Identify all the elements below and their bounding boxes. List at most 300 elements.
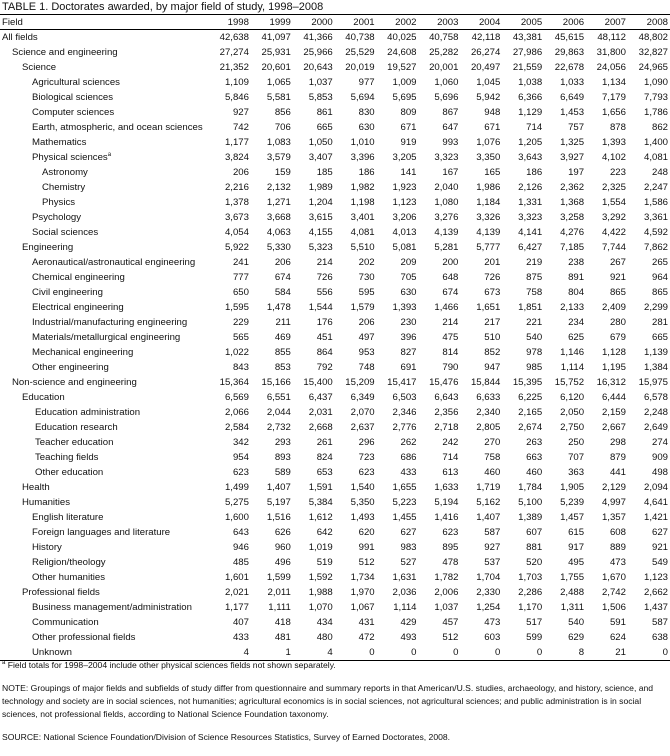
value-cell: 2,011: [267, 587, 291, 598]
value-cell: 15,417: [387, 377, 417, 388]
value-cell: 587: [651, 617, 668, 628]
column-header-field: Field: [0, 15, 209, 30]
value-cell: 221: [526, 317, 543, 328]
value-cell: 4,592: [643, 227, 668, 238]
value-cell: 1,670: [601, 572, 626, 583]
value-cell: 5,350: [350, 497, 375, 508]
value-cell: 608: [609, 527, 626, 538]
value-cell: 855: [274, 347, 291, 358]
field-cell: [0, 525, 209, 540]
field-cell: [0, 585, 209, 600]
value-cell: 878: [609, 122, 626, 133]
value-cell: 234: [568, 317, 585, 328]
table-body: [0, 30, 670, 661]
value-cell: 4: [293, 645, 335, 661]
field-label: Physical sciences: [32, 152, 108, 163]
value-cell: 512: [358, 557, 375, 568]
value-cell: 512: [442, 632, 459, 643]
field-cell: [0, 30, 209, 46]
value-cell: 1,544: [308, 302, 333, 313]
value-cell: 1,734: [350, 572, 375, 583]
value-cell: 953: [358, 347, 375, 358]
table-row: [0, 45, 670, 60]
value-cell: 2,346: [392, 407, 417, 418]
value-cell: 20,019: [345, 62, 375, 73]
value-cell: 1,198: [350, 197, 375, 208]
value-cell: 852: [484, 347, 501, 358]
value-cell: 1,499: [224, 482, 249, 493]
field-cell: [0, 60, 209, 75]
value-cell: 1,134: [601, 77, 626, 88]
field-cell: [0, 555, 209, 570]
value-cell: 1,037: [434, 602, 459, 613]
value-cell: 1,601: [224, 572, 249, 583]
field-cell: [0, 330, 209, 345]
value-cell: 865: [651, 287, 668, 298]
value-cell: 41,097: [261, 32, 291, 43]
value-cell: 861: [316, 107, 333, 118]
column-header-year: 2006: [544, 15, 586, 30]
field-label: Non-science and engineering: [12, 377, 137, 388]
field-label: Unknown: [32, 647, 72, 658]
value-cell: 4: [209, 645, 251, 661]
value-cell: 1,393: [392, 302, 417, 313]
value-cell: 723: [358, 452, 375, 463]
value-cell: 1,090: [643, 77, 668, 88]
value-cell: 433: [232, 632, 249, 643]
value-cell: 429: [400, 617, 417, 628]
value-cell: 6,649: [560, 92, 585, 103]
value-cell: 814: [442, 347, 459, 358]
value-cell: 407: [232, 617, 249, 628]
value-cell: 40,738: [345, 32, 375, 43]
footnote-marker: a: [107, 151, 112, 158]
value-cell: 1,457: [560, 512, 585, 523]
value-cell: 1,466: [434, 302, 459, 313]
value-cell: 671: [400, 122, 417, 133]
value-cell: 1,080: [434, 197, 459, 208]
column-header-year: 2000: [293, 15, 335, 30]
table-title: TABLE 1. Doctorates awarded, by major field of study, 1998–2008: [2, 1, 324, 13]
value-cell: 2,165: [518, 407, 543, 418]
value-cell: 6,427: [518, 242, 543, 253]
value-cell: 1,083: [266, 137, 291, 148]
table-row: [0, 300, 670, 315]
value-cell: 2,129: [601, 482, 626, 493]
value-cell: 214: [316, 257, 333, 268]
table-row: [0, 240, 670, 255]
value-cell: 2,050: [560, 407, 585, 418]
value-cell: 167: [442, 167, 459, 178]
value-cell: 1,325: [560, 137, 585, 148]
value-cell: 948: [484, 107, 501, 118]
value-cell: 919: [400, 137, 417, 148]
value-cell: 25,529: [345, 47, 375, 58]
value-cell: 1,384: [643, 362, 668, 373]
value-cell: 2,668: [308, 422, 333, 433]
value-cell: 627: [651, 527, 668, 538]
value-cell: 270: [484, 437, 501, 448]
value-cell: 1,368: [560, 197, 585, 208]
value-cell: 865: [609, 287, 626, 298]
value-cell: 1,407: [266, 482, 291, 493]
value-cell: 3,579: [266, 152, 291, 163]
value-cell: 261: [316, 437, 333, 448]
field-label: Education administration: [35, 407, 141, 418]
value-cell: 1,378: [224, 197, 249, 208]
value-cell: 42,638: [219, 32, 249, 43]
value-cell: 241: [232, 257, 249, 268]
value-cell: 460: [526, 467, 543, 478]
value-cell: 985: [526, 362, 543, 373]
table-row: [0, 570, 670, 585]
value-cell: 219: [526, 257, 543, 268]
value-cell: 991: [358, 542, 375, 553]
value-cell: 20,001: [429, 62, 459, 73]
value-cell: 473: [609, 557, 626, 568]
value-cell: 1,989: [308, 182, 333, 193]
value-cell: 8: [544, 645, 586, 661]
field-cell: [0, 150, 209, 165]
field-label: Aeronautical/astronautical engineering: [32, 257, 196, 268]
table-row: [0, 135, 670, 150]
value-cell: 3,361: [643, 212, 668, 223]
field-cell: [0, 45, 209, 60]
value-cell: 185: [316, 167, 333, 178]
table-row: [0, 495, 670, 510]
value-cell: 758: [484, 452, 501, 463]
value-cell: 433: [400, 467, 417, 478]
value-cell: 603: [484, 632, 501, 643]
value-cell: 6,437: [308, 392, 333, 403]
value-cell: 565: [232, 332, 249, 343]
field-cell: [0, 420, 209, 435]
value-cell: 15,364: [219, 377, 249, 388]
column-header-year: 1998: [209, 15, 251, 30]
value-cell: 6,503: [392, 392, 417, 403]
value-cell: 1,070: [308, 602, 333, 613]
field-label: Psychology: [32, 212, 82, 223]
value-cell: 5,330: [266, 242, 291, 253]
field-cell: [0, 480, 209, 495]
field-cell: [0, 465, 209, 480]
value-cell: 1,067: [350, 602, 375, 613]
value-cell: 21,352: [219, 62, 249, 73]
field-label: Mathematics: [32, 137, 87, 148]
value-cell: 3,326: [476, 212, 501, 223]
value-cell: 3,350: [476, 152, 501, 163]
value-cell: 296: [358, 437, 375, 448]
value-cell: 3,258: [560, 212, 585, 223]
field-label: Science and engineering: [12, 47, 118, 58]
value-cell: 6,444: [601, 392, 626, 403]
value-cell: 1,109: [224, 77, 249, 88]
value-cell: 650: [232, 287, 249, 298]
field-label: Physics: [42, 197, 76, 208]
value-cell: 5,100: [518, 497, 543, 508]
value-cell: 2,742: [601, 587, 626, 598]
value-cell: 921: [651, 542, 668, 553]
value-cell: 5,696: [434, 92, 459, 103]
table-row: [0, 420, 670, 435]
value-cell: 1,988: [308, 587, 333, 598]
value-cell: 540: [526, 332, 543, 343]
value-cell: 757: [568, 122, 585, 133]
value-cell: 584: [274, 287, 291, 298]
value-cell: 830: [358, 107, 375, 118]
value-cell: 5,695: [392, 92, 417, 103]
field-label: Materials/metallurgical engineering: [32, 332, 181, 343]
value-cell: 864: [316, 347, 333, 358]
value-cell: 663: [526, 452, 543, 463]
value-cell: 5,853: [308, 92, 333, 103]
value-cell: 2,649: [643, 422, 668, 433]
value-cell: 626: [274, 527, 291, 538]
value-cell: 31,800: [596, 47, 626, 58]
value-cell: 1,195: [601, 362, 626, 373]
value-cell: 481: [274, 632, 291, 643]
value-cell: 630: [358, 122, 375, 133]
value-cell: 6,569: [224, 392, 249, 403]
value-cell: 43,381: [512, 32, 543, 43]
value-cell: 15,400: [303, 377, 333, 388]
value-cell: 5,777: [476, 242, 501, 253]
field-label: Civil engineering: [32, 287, 103, 298]
value-cell: 792: [316, 362, 333, 373]
value-cell: 206: [274, 257, 291, 268]
value-cell: 7,862: [643, 242, 668, 253]
value-cell: 1,784: [518, 482, 543, 493]
value-cell: 607: [526, 527, 543, 538]
value-cell: 3,205: [392, 152, 417, 163]
value-cell: 1,437: [643, 602, 668, 613]
value-cell: 15,209: [345, 377, 375, 388]
value-cell: 867: [442, 107, 459, 118]
value-cell: 496: [274, 557, 291, 568]
value-cell: 24,965: [638, 62, 668, 73]
value-cell: 510: [484, 332, 501, 343]
value-cell: 1,146: [560, 347, 585, 358]
value-cell: 630: [400, 287, 417, 298]
value-cell: 2,126: [518, 182, 543, 193]
value-cell: 480: [316, 632, 333, 643]
field-cell: [0, 195, 209, 210]
value-cell: 2,044: [266, 407, 291, 418]
value-cell: 1,655: [392, 482, 417, 493]
value-cell: 1,170: [518, 602, 543, 613]
value-cell: 1,579: [350, 302, 375, 313]
value-cell: 41,366: [303, 32, 333, 43]
field-label: Foreign languages and literature: [32, 527, 171, 538]
table-row: [0, 30, 670, 46]
field-cell: [0, 630, 209, 645]
field-cell: [0, 345, 209, 360]
value-cell: 27,986: [512, 47, 543, 58]
footnote: [2, 659, 666, 672]
value-cell: 3,673: [224, 212, 249, 223]
value-cell: 211: [275, 317, 291, 328]
value-cell: 6,633: [476, 392, 501, 403]
field-cell: [0, 285, 209, 300]
field-label: Biological sciences: [32, 92, 114, 103]
value-cell: 2,070: [350, 407, 375, 418]
value-cell: 665: [316, 122, 333, 133]
value-cell: 679: [609, 332, 626, 343]
value-cell: 3,292: [601, 212, 626, 223]
value-cell: 879: [609, 452, 626, 463]
field-cell: [0, 600, 209, 615]
field-label: Professional fields: [22, 587, 100, 598]
value-cell: 843: [232, 362, 249, 373]
value-cell: 7,179: [601, 92, 626, 103]
table-row: [0, 150, 670, 165]
value-cell: 6,225: [518, 392, 543, 403]
value-cell: 809: [400, 107, 417, 118]
field-label: History: [32, 542, 62, 553]
value-cell: 1,050: [308, 137, 333, 148]
value-cell: 1,123: [643, 572, 668, 583]
value-cell: 4,422: [601, 227, 626, 238]
value-cell: 3,276: [434, 212, 459, 223]
value-cell: 2,584: [224, 422, 249, 433]
value-cell: 1,656: [601, 107, 626, 118]
field-label: Education research: [35, 422, 118, 433]
value-cell: 2,286: [518, 587, 543, 598]
field-cell: [0, 510, 209, 525]
value-cell: 1,114: [560, 362, 585, 373]
field-label: Chemistry: [42, 182, 86, 193]
field-cell: [0, 315, 209, 330]
value-cell: 875: [526, 272, 543, 283]
value-cell: 5,323: [308, 242, 333, 253]
value-cell: 1,177: [224, 602, 249, 613]
value-cell: 964: [651, 272, 668, 283]
table-row: [0, 615, 670, 630]
value-cell: 7,744: [601, 242, 626, 253]
value-cell: 643: [232, 527, 249, 538]
table-notes: [2, 659, 666, 744]
value-cell: 1,421: [643, 512, 668, 523]
field-cell: [0, 270, 209, 285]
value-cell: 214: [442, 317, 459, 328]
value-cell: 599: [526, 632, 543, 643]
value-cell: 2,750: [560, 422, 585, 433]
table-row: [0, 600, 670, 615]
value-cell: 893: [274, 452, 291, 463]
value-cell: 5,162: [476, 497, 501, 508]
table-row: [0, 270, 670, 285]
value-cell: 7,185: [560, 242, 585, 253]
value-cell: 1,204: [308, 197, 333, 208]
table-row: [0, 465, 670, 480]
value-cell: 2,248: [643, 407, 668, 418]
value-cell: 3,396: [350, 152, 375, 163]
value-cell: 2,040: [434, 182, 459, 193]
value-cell: 20,643: [303, 62, 333, 73]
value-cell: 1,033: [560, 77, 585, 88]
value-cell: 895: [442, 542, 459, 553]
field-cell: [0, 495, 209, 510]
value-cell: 671: [484, 122, 501, 133]
value-cell: 24,608: [387, 47, 417, 58]
value-cell: 6,349: [350, 392, 375, 403]
value-cell: 1,019: [308, 542, 333, 553]
value-cell: 186: [358, 167, 375, 178]
value-cell: 6,551: [266, 392, 291, 403]
value-cell: 856: [274, 107, 291, 118]
value-cell: 396: [400, 332, 417, 343]
value-cell: 485: [232, 557, 249, 568]
value-cell: 206: [232, 167, 249, 178]
field-label: English literature: [32, 512, 104, 523]
value-cell: 946: [232, 542, 249, 553]
value-cell: 2,488: [560, 587, 585, 598]
table-row: [0, 345, 670, 360]
value-cell: 1,970: [350, 587, 375, 598]
value-cell: 469: [274, 332, 291, 343]
value-cell: 624: [609, 632, 626, 643]
value-cell: 1,540: [350, 482, 375, 493]
value-cell: 5,281: [434, 242, 459, 253]
value-cell: 159: [274, 167, 291, 178]
value-cell: 1,586: [643, 197, 668, 208]
field-cell: [0, 300, 209, 315]
table-row: [0, 105, 670, 120]
value-cell: 2,159: [601, 407, 626, 418]
value-cell: 223: [609, 167, 626, 178]
table-row: [0, 585, 670, 600]
value-cell: 2,006: [434, 587, 459, 598]
table-row: [0, 540, 670, 555]
value-cell: 242: [442, 437, 459, 448]
value-cell: 27,274: [219, 47, 249, 58]
value-cell: 2,036: [392, 587, 417, 598]
value-cell: 6,643: [434, 392, 459, 403]
value-cell: 889: [609, 542, 626, 553]
value-cell: 1,923: [392, 182, 417, 193]
value-cell: 451: [316, 332, 333, 343]
header-row: [0, 15, 670, 30]
field-label: Industrial/manufacturing engineering: [32, 317, 188, 328]
value-cell: 1,704: [476, 572, 501, 583]
column-header-year: 2004: [460, 15, 502, 30]
value-cell: 758: [526, 287, 543, 298]
value-cell: 3,824: [224, 152, 249, 163]
value-cell: 977: [358, 77, 375, 88]
value-cell: 777: [232, 272, 249, 283]
table-row: [0, 75, 670, 90]
value-cell: 540: [568, 617, 585, 628]
value-cell: 714: [526, 122, 543, 133]
value-cell: 0: [377, 645, 419, 661]
table-row: [0, 90, 670, 105]
value-cell: 4,081: [350, 227, 375, 238]
value-cell: 3,668: [266, 212, 291, 223]
value-cell: 993: [442, 137, 459, 148]
field-cell: [0, 450, 209, 465]
value-cell: 2,662: [643, 587, 668, 598]
table-row: [0, 630, 670, 645]
table-row: [0, 330, 670, 345]
field-cell: [0, 615, 209, 630]
field-cell: [0, 90, 209, 105]
value-cell: 238: [568, 257, 585, 268]
value-cell: 1,633: [434, 482, 459, 493]
value-cell: 2,021: [224, 587, 249, 598]
value-cell: 363: [568, 467, 585, 478]
value-cell: 209: [400, 257, 417, 268]
value-cell: 4,139: [476, 227, 501, 238]
